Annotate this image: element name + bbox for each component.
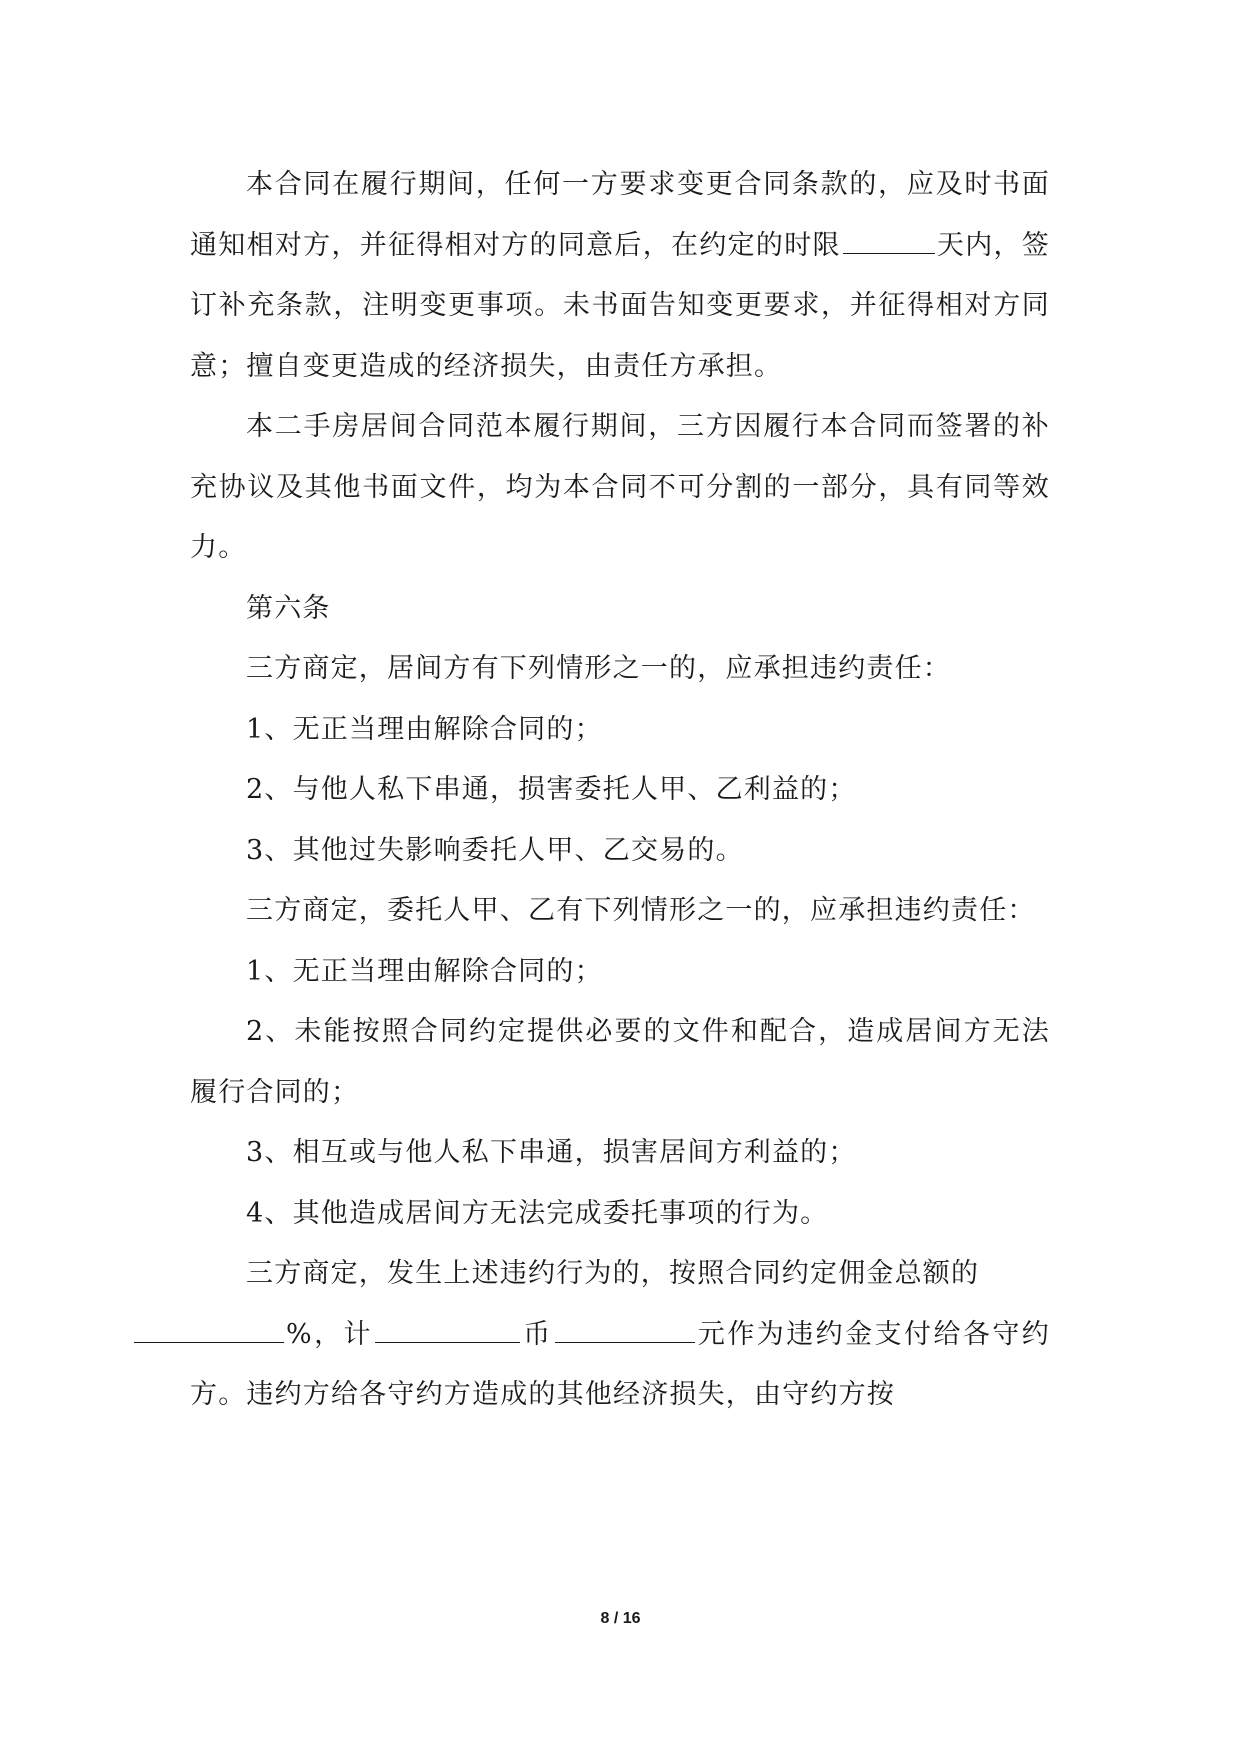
- percentage-blank: [134, 1341, 284, 1343]
- currency-blank: [555, 1341, 695, 1343]
- list-item: 3、相互或与他人私下串通，损害居间方利益的；: [246, 1137, 857, 1168]
- article-heading: 第六条: [246, 592, 331, 624]
- page-number: 8 / 16: [600, 1610, 641, 1627]
- list-item: 2、未能按照合同约定提供必要的文件和配合，造成居间方无法履行合同的；: [190, 1016, 1050, 1108]
- amount-blank: [375, 1341, 520, 1343]
- list-item: 2、与他人私下串通，损害委托人甲、乙利益的；: [246, 774, 857, 805]
- paragraph-penalty: [190, 1244, 1050, 1426]
- list-item: 1、无正当理由解除合同的；: [246, 955, 603, 987]
- paragraph-supplementary-agreement: 本二手房居间合同范本履行期间，三方因履行本合同而签署的补充协议及其他书面文件，均为本合同不可分割的一部分，具有同等效力。: [190, 411, 1050, 563]
- list-item: 4、其他造成居间方无法完成委托事项的行为。: [246, 1197, 829, 1229]
- paragraph-text: 币: [521, 1318, 553, 1350]
- paragraph-text: 本合同在履行期间，任何一方要求变更合同条款的，应及时书面通知相对方，并征得相对方的同意后，在约定的时限: [190, 169, 1050, 261]
- paragraph-contract-change: [190, 155, 1050, 397]
- list-item: 3、其他过失影响委托人甲、乙交易的。: [246, 834, 744, 866]
- time-limit-blank: [843, 252, 935, 254]
- list-item: 1、无正当理由解除合同的；: [246, 713, 603, 745]
- paragraph-text: %，计: [286, 1318, 373, 1350]
- paragraph-text: 三方商定，发生上述违约行为的，按照合同约定佣金总额的: [246, 1258, 980, 1289]
- paragraph-text: 天内，签订补充条款，注明变更事项。未书面告知变更要求，并征得相对方同意；擅自变更造成的经济损失，由责任方承担。: [190, 229, 1050, 382]
- document-body: [190, 155, 1050, 1426]
- paragraph-text: 元作为违约金支付给各守约方。违约方给各守约方造成的其他经济损失，由守约方按: [190, 1318, 1050, 1410]
- paragraph-client-liability: 三方商定，委托人甲、乙有下列情形之一的，应承担违约责任：: [246, 895, 1036, 926]
- paragraph-intermediary-liability: 三方商定，居间方有下列情形之一的，应承担违约责任：: [246, 653, 951, 684]
